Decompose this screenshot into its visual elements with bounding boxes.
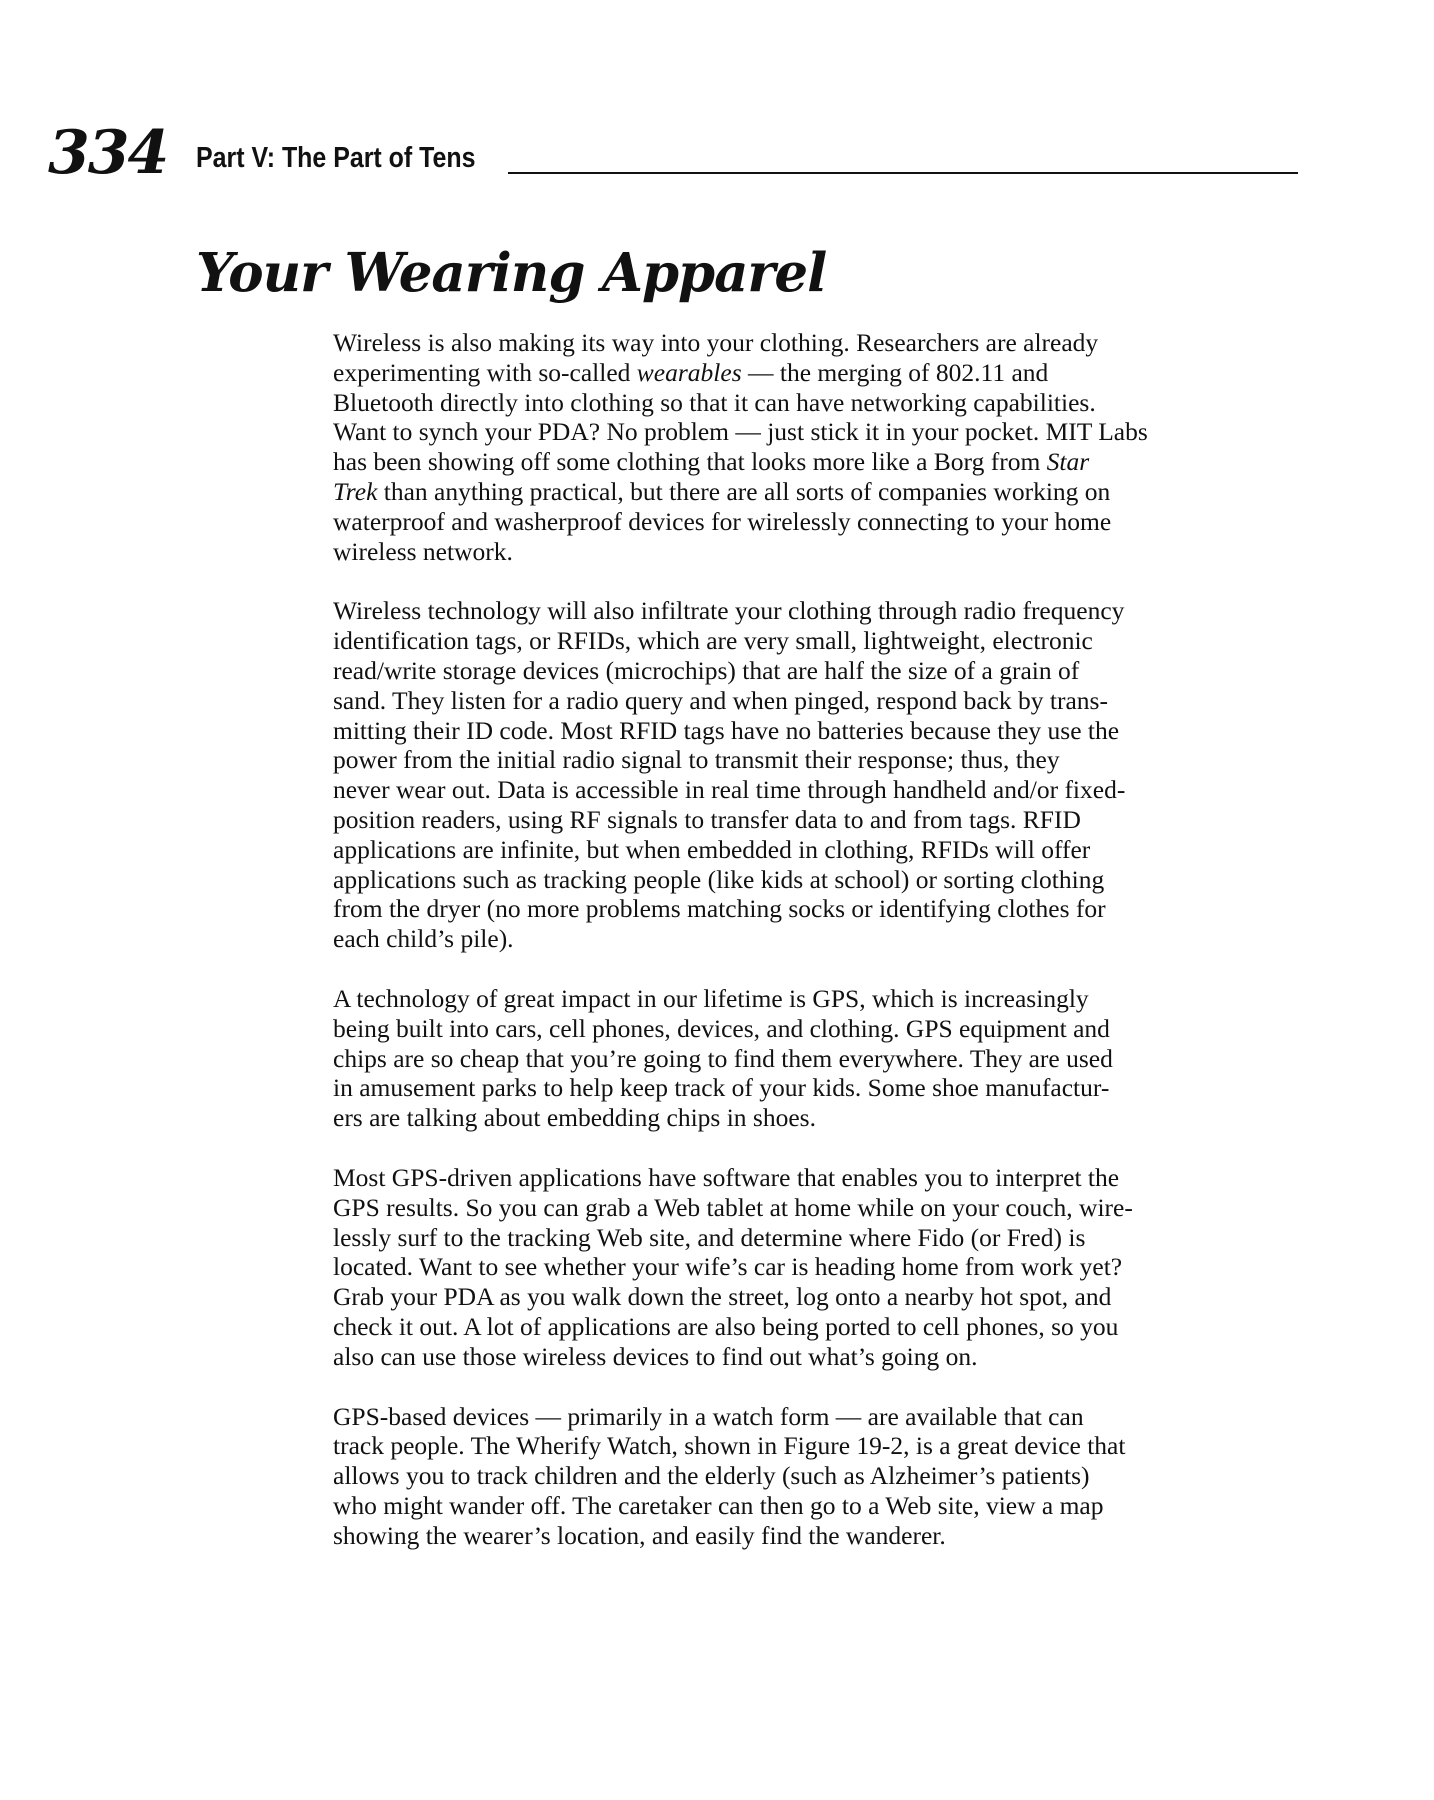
text-line: applications such as tracking people (like kids at school) or sorting clothing	[333, 864, 1105, 894]
text-line: GPS results. So you can grab a Web tablet at home while on your couch, wire-	[333, 1192, 1133, 1222]
text-line: lessly surf to the tracking Web site, and determine where Fido (or Fred) is	[333, 1222, 1086, 1252]
text-line: Most GPS-driven applications have software that enables you to interpret the	[333, 1162, 1120, 1192]
page-number: 334	[48, 118, 168, 188]
header-rule	[508, 172, 1298, 174]
text-line: each child’s pile).	[333, 924, 514, 954]
text-line: in amusement parks to help keep track of your kids. Some shoe manufactur-	[333, 1073, 1110, 1103]
text-line: Wireless is also making its way into your clothing. Researchers are already	[333, 328, 1099, 357]
emphasis-trek: Trek	[333, 476, 378, 506]
section-title: Your Wearing Apparel	[196, 242, 827, 304]
text-line: chips are so cheap that you’re going to find them everywhere. They are used	[333, 1043, 1113, 1073]
emphasis-wearables: wearables	[636, 357, 742, 387]
text-line: ers are talking about embedding chips in shoes.	[333, 1103, 816, 1133]
paragraph-gps-devices	[333, 1402, 1263, 1551]
text-line: Grab your PDA as you walk down the street, log onto a nearby hot spot, and	[333, 1282, 1112, 1312]
text-line: identification tags, or RFIDs, which are very small, lightweight, electronic	[333, 626, 1093, 656]
text-line: power from the initial radio signal to transmit their response; thus, they	[333, 745, 1060, 775]
paragraph-rfid	[333, 596, 1263, 954]
text-line: being built into cars, cell phones, devices, and clothing. GPS equipment and	[333, 1013, 1110, 1043]
text-line: track people. The Wherify Watch, shown in Figure 19-2, is a great device that	[333, 1431, 1126, 1461]
text-line: Wireless technology will also infiltrate your clothing through radio frequency	[333, 596, 1125, 626]
paragraph-gps-applications	[333, 1163, 1263, 1372]
text-line: GPS-based devices — primarily in a watch form — are available that can	[333, 1401, 1084, 1431]
text-line: located. Want to see whether your wife’s car is heading home from work yet?	[333, 1252, 1123, 1282]
text-line: waterproof and washerproof devices for wirelessly connecting to your home	[333, 506, 1112, 536]
body-text	[333, 328, 1263, 1580]
text-line: wireless network.	[333, 536, 513, 566]
running-header	[48, 118, 1244, 188]
text-line: sand. They listen for a radio query and when pinged, respond back by trans-	[333, 685, 1108, 715]
paragraph-wearables	[333, 328, 1263, 566]
text-line: also can use those wireless devices to find out what’s going on.	[333, 1341, 978, 1371]
text-line: position readers, using RF signals to transfer data to and from tags. RFID	[333, 804, 1081, 834]
text-line: has been showing off some clothing that looks more like a Borg from Star	[333, 447, 1090, 477]
text-line: A technology of great impact in our lifetime is GPS, which is increasingly	[333, 983, 1089, 1013]
part-title: Part V: The Part of Tens	[196, 142, 476, 174]
paragraph-gps	[333, 984, 1263, 1133]
text-line: who might wander off. The caretaker can then go to a Web site, view a map	[333, 1490, 1104, 1520]
text-line: check it out. A lot of applications are also being ported to cell phones, so you	[333, 1311, 1119, 1341]
text-line: never wear out. Data is accessible in real time through handheld and/or fixed-	[333, 775, 1126, 805]
text-line: read/write storage devices (microchips) that are half the size of a grain of	[333, 655, 1080, 685]
text-line: Trek than anything practical, but there are all sorts of companies working on	[333, 476, 1111, 506]
text-line: Bluetooth directly into clothing so that it can have networking capabilities.	[333, 387, 1096, 417]
text-line: mitting their ID code. Most RFID tags have no batteries because they use the	[333, 715, 1120, 745]
text-line: showing the wearer’s location, and easily find the wanderer.	[333, 1520, 946, 1550]
text-line: applications are infinite, but when embedded in clothing, RFIDs will offer	[333, 834, 1091, 864]
emphasis-star: Star	[1046, 447, 1090, 477]
text-line: allows you to track children and the elderly (such as Alzheimer’s patients)	[333, 1461, 1090, 1491]
text-line: from the dryer (no more problems matching socks or identifying clothes for	[333, 894, 1106, 924]
text-line: Want to synch your PDA? No problem — just stick it in your pocket. MIT Labs	[333, 417, 1148, 447]
text-line: experimenting with so-called wearables — the merging of 802.11 and	[333, 357, 1049, 387]
